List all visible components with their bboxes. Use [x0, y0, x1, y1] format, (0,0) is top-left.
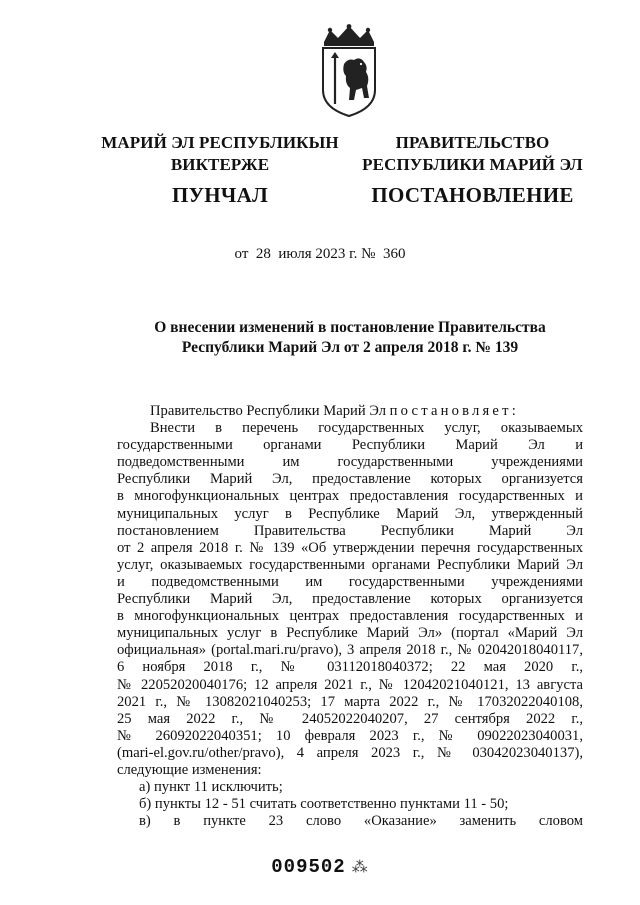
lead-spaced: постановляет:	[389, 403, 519, 419]
document-number: 360	[382, 246, 406, 262]
body-line: 2021 г., № 13082021040253; 17 марта 2022 г., № 17032022040108,	[117, 693, 583, 710]
document-date-number	[0, 246, 640, 263]
body-line: № 26092022040351; 10 февраля 2023 г., № 09022023040031,	[117, 727, 583, 744]
body-line: официальная» (portal.mari.ru/pravo), 3 апреля 2018 г., № 02042018040117,	[117, 642, 583, 659]
body-line: (mari-el.gov.ru/other/pravo), 4 апреля 2023 г., № 03042023040137),	[117, 744, 583, 761]
body-line: постановлением Правительства Республики Марий Эл	[117, 522, 583, 539]
body-line: и подведомственными им государственными учреждениями	[117, 573, 583, 590]
document-body	[117, 403, 583, 830]
serial-footer	[0, 856, 640, 878]
body-line: № 22052020040176; 12 апреля 2021 г., № 12042021040121, 13 августа	[117, 676, 583, 693]
body-line: от 2 апреля 2018 г. № 139 «Об утверждении перечня государственных	[117, 539, 583, 556]
body-line: Республики Марий Эл, предоставление которых организуется	[117, 591, 583, 608]
list-item: б) пункты 12 - 51 считать соответственно пунктами 11 - 50;	[139, 796, 509, 813]
body-line: государственными органами Республики Марий Эл и	[117, 437, 583, 454]
date-month-year: июля 2023 г.	[278, 246, 358, 262]
body-line: муниципальных услуг в Республике Марий Эл, утвержденный	[117, 505, 583, 522]
body-line: муниципальных услуг в Республике Марий Эл» (портал «Марий Эл	[117, 625, 583, 642]
header-left-line1: МАРИЙ ЭЛ РЕСПУБЛИКЫН	[101, 133, 339, 152]
date-prefix: от	[234, 246, 249, 262]
header-left-doc-type: ПУНЧАЛ	[171, 183, 269, 207]
body-line-last: следующие изменения:	[117, 761, 262, 778]
title-line: Республики Марий Эл от 2 апреля 2018 г. № 139	[181, 339, 519, 356]
body-line: 25 мая 2022 г., № 24052022040207, 27 сентября 2022 г.,	[117, 710, 583, 727]
lead-paragraph	[117, 403, 583, 420]
lead-text: Правительство Республики Марий Эл	[150, 403, 390, 419]
header-right	[355, 132, 590, 208]
header-right-doc-type: ПОСТАНОВЛЕНИЕ	[371, 183, 574, 207]
body-items	[117, 779, 583, 813]
header-right-line1: ПРАВИТЕЛЬСТВО	[395, 133, 550, 152]
body-line: в многофункциональных центрах предоставления государственных и	[117, 608, 583, 625]
title-line: О внесении изменений в постановление Правительства	[154, 319, 546, 336]
body-line: Внести в перечень государственных услуг, оказываемых	[150, 420, 583, 437]
coat-of-arms-icon	[318, 24, 380, 118]
body-lines	[117, 420, 583, 762]
body-line: Республики Марий Эл, предоставление которых организуется	[117, 471, 583, 488]
date-day: 28	[255, 246, 271, 262]
asterism-mark: ⁂	[351, 859, 369, 877]
body-line: 6 ноября 2018 г., № 03112018040372; 22 мая 2020 г.,	[117, 659, 583, 676]
document-title	[110, 318, 590, 358]
body-line: подведомственными им государственными учреждениями	[117, 454, 583, 471]
list-item: а) пункт 11 исключить;	[139, 779, 283, 796]
header-left	[95, 132, 345, 208]
number-sign: №	[361, 246, 376, 262]
header-right-line2: РЕСПУБЛИКИ МАРИЙ ЭЛ	[362, 155, 583, 174]
serial-number: 009502	[271, 856, 346, 878]
body-line: в многофункциональных центрах предоставления государственных и	[117, 488, 583, 505]
body-final-line: в) в пункте 23 слово «Оказание» заменить словом	[139, 813, 583, 830]
body-line: услуг, оказываемых государственными органами Республики Марий Эл	[117, 556, 583, 573]
header-left-line2: ВИКТЕРЖЕ	[170, 155, 270, 174]
